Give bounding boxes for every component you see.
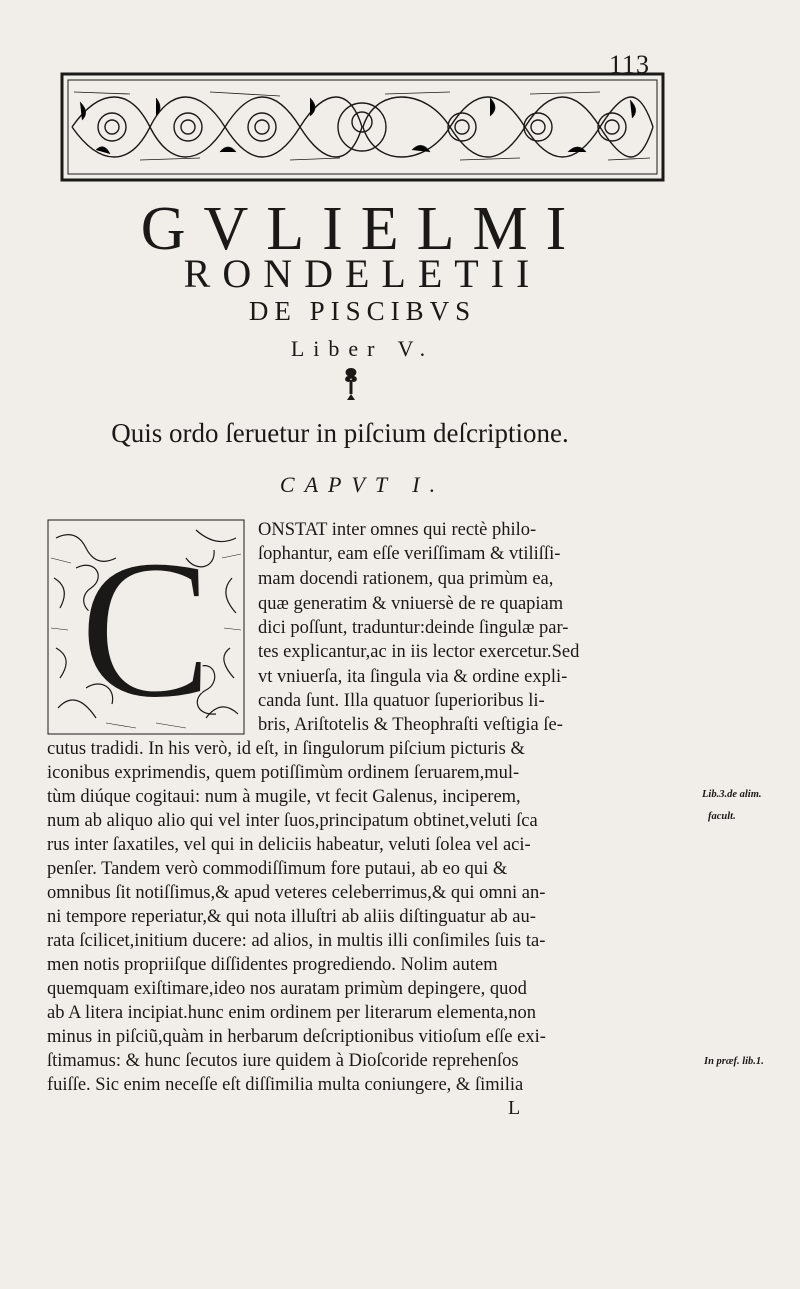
body-line: tes explicantur,ac in iis lector exercetur.Sed (258, 642, 580, 662)
body-line: men notis propriiſque diſſidentes progrediendo. Nolim autem (47, 955, 498, 975)
body-line: quemquam exiſtimare,ideo nos auratam primùm depingere, quod (47, 979, 527, 999)
title-author-surname: RONDELETII (183, 251, 542, 296)
body-line: mam docendi rationem, qua primùm ea, (258, 569, 554, 589)
body-line: penſer. Tandem verò commodiſſimum fore putaui, ab eo qui & (47, 859, 508, 879)
body-line: ſtimamus: & hunc ſecutos iure quidem à Dioſcoride reprehenſos (47, 1051, 519, 1071)
page-number: 113 (608, 50, 650, 79)
body-line: cutus tradidi. In his verò, id eſt, in ſingulorum piſcium picturis & (47, 739, 525, 759)
body-line: rata ſcilicet,initium ducere: ad alios, in multis illi conſimiles ſuis ta- (47, 931, 546, 951)
marginal-note: Lib.3.de alim. (702, 789, 762, 800)
body-line: rus inter ſaxatiles, vel qui in deliciis habeatur, veluti ſolea vel aci- (47, 835, 531, 855)
title-author-first-name: GVLIELMI (140, 195, 585, 263)
chapter-caption: CAPVT I. (279, 472, 446, 497)
body-line: ni tempore reperiatur,& qui nota illuſtri ab aliis diſtinguatur ab au- (47, 907, 536, 927)
ornamental-headpiece (60, 72, 665, 182)
body-line: fuiſſe. Sic enim neceſſe eſt diſſimilia multa coniungere, & ſimilia (47, 1075, 524, 1095)
body-line: minus in piſciũ,quàm in herbarum deſcriptionibus vitioſum eſſe exi- (47, 1027, 546, 1047)
body-line: ab A litera incipiat.hunc enim ordinem per literarum elementa,non (47, 1003, 537, 1023)
title-work: DE PISCIBVS (248, 296, 477, 326)
body-line: quæ generatim & vniuersè de re quapiam (258, 594, 564, 614)
body-line: dici poſſunt, traduntur:deinde ſingulæ par- (258, 618, 569, 638)
body-line: bris, Ariſtotelis & Theophraſti veſtigia ſe- (258, 715, 563, 735)
body-line: vt vniuerſa, ita ſingula via & ordine expli- (258, 667, 568, 687)
body-line: ſophantur, eam eſſe veriſſimam & vtiliſſi- (258, 544, 561, 564)
body-line: canda ſunt. Illa quatuor ſuperioribus li- (258, 691, 545, 711)
marginal-note: facult. (708, 811, 736, 822)
body-line: tùm diúque cogitaui: num à mugile, vt fecit Galenus, inciperem, (47, 787, 521, 807)
decorated-initial-c (46, 518, 246, 736)
chapter-heading: Quis ordo ſeruetur in piſcium deſcriptione. (111, 418, 569, 448)
fleuron-icon (336, 364, 366, 402)
initial-letter: C (79, 519, 213, 736)
body-line: ONSTAT inter omnes qui rectè philo- (258, 520, 537, 540)
title-book-number: Liber V. (290, 336, 435, 361)
marginal-note: In præf. lib.1. (704, 1056, 764, 1067)
body-line: num ab aliquo alio qui vel inter ſuos,principatum obtinet,veluti ſca (47, 811, 538, 831)
signature-mark: L (508, 1097, 521, 1119)
body-line: omnibus ſit notiſſimus,& apud veteres celeberrimus,& qui omni an- (47, 883, 546, 903)
body-line: iconibus exprimendis, quem potiſſimùm ordinem ſeruarem,mul- (47, 763, 520, 783)
